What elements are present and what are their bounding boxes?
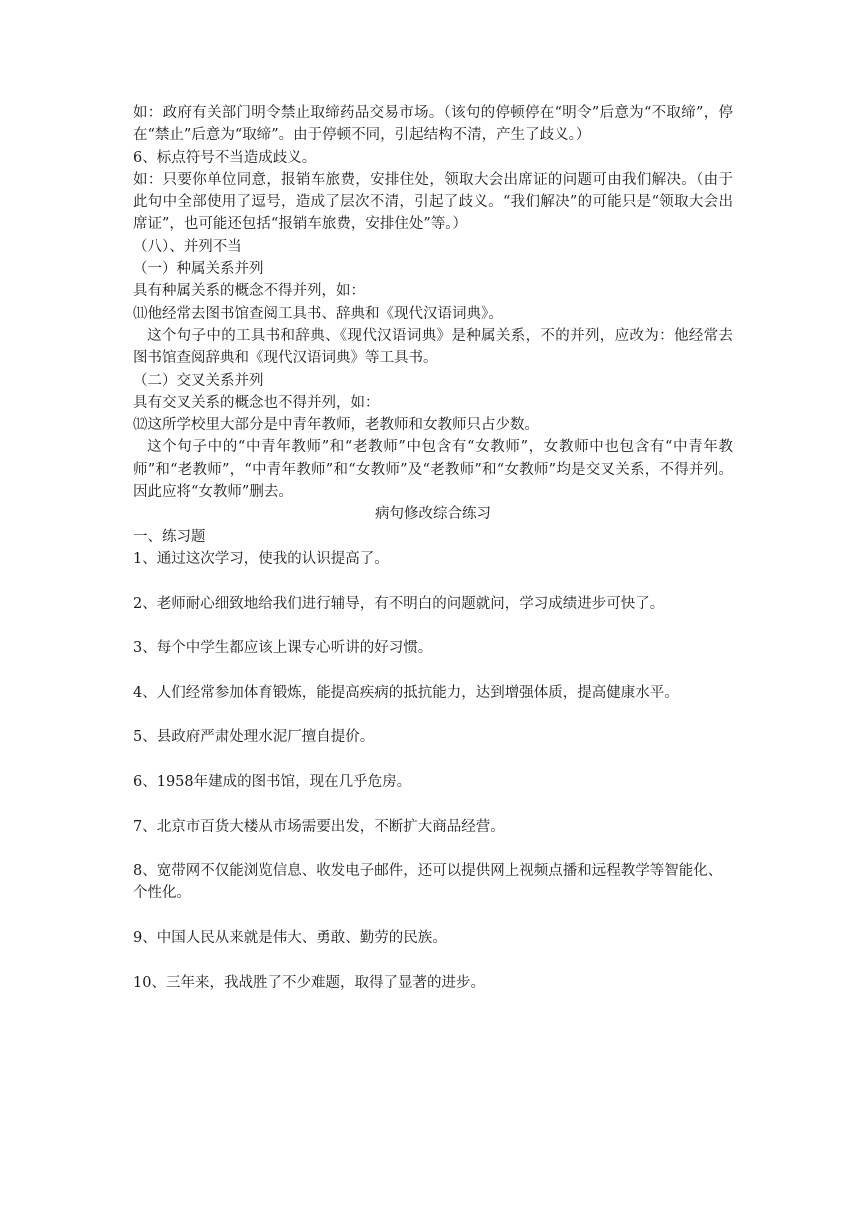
blank-line — [133, 793, 733, 815]
question-3: 3、每个中学生都应该上课专心听讲的好习惯。 — [133, 640, 433, 657]
blank-line — [133, 659, 733, 681]
question-6: 6、1958年建成的图书馆，现在几乎危房。 — [133, 773, 412, 790]
subheading-cross-relation: （二）交叉关系并列 — [133, 372, 264, 389]
example-11: ⑾他经常去图书馆查阅工具书、辞典和《现代汉语词典》。 — [133, 305, 503, 322]
question-2: 2、老师耐心细致地给我们进行辅导，有不明白的问题就问，学习成绩进步可快了。 — [133, 595, 665, 612]
exercise-title: 病句修改综合练习 — [375, 506, 491, 523]
question-5: 5、县政府严肃处理水泥厂擅自提价。 — [133, 729, 375, 746]
paragraph-cross-explanation: 这个句子中的“中青年教师”和“老教师”中包含有“女教师”，女教师中也包含有“中青年教师”和“老教师”，“中青年教师”和“女教师”及“老教师”和“女教师”均是交叉关系，不得并列。因此应将“女教师”删去。 — [133, 439, 733, 501]
paragraph-cross-rule: 具有交叉关系的概念也不得并列，如： — [133, 394, 380, 411]
blank-line — [133, 615, 733, 637]
example-12: ⑿这所学校里大部分是中青年教师，老教师和女教师只占少数。 — [133, 417, 539, 434]
paragraph-punctuation-example: 如：只要你单位同意，报销车旅费，安排住处，领取大会出席证的问题可由我们解决。（由于此句中全部使用了逗号，造成了层次不清，引起了歧义。“我们解决”的可能只是“领取大会出席证”，也可能还包括“报销车旅费，安排住处”等。） — [133, 171, 733, 233]
question-4: 4、人们经常参加体育锻炼，能提高疾病的抵抗能力，达到增强体质，提高健康水平。 — [133, 684, 679, 701]
question-1: 1、通过这次学习，使我的认识提高了。 — [133, 550, 389, 567]
paragraph-example-ambiguity: 如：政府有关部门明令禁止取缔药品交易市场。（该句的停顿停在“明令”后意为“不取缔”，停在“禁止”后意为“取缔”。由于停顿不同，引起结构不清，产生了歧义。） — [133, 105, 733, 144]
blank-line — [133, 838, 733, 860]
subheading-genus-species: （一）种属关系并列 — [133, 261, 264, 278]
document-body — [133, 102, 733, 994]
section-heading-parallel: （八）、并列不当 — [133, 238, 242, 255]
blank-line — [133, 749, 733, 771]
question-7: 7、北京市百货大楼从市场需要出发，不断扩大商品经营。 — [133, 818, 505, 835]
paragraph-genus-rule: 具有种属关系的概念不得并列，如： — [133, 283, 365, 300]
paragraph-genus-explanation: 这个句子中的工具书和辞典、《现代汉语词典》是种属关系，不的并列，应改为：他经常去图书馆查阅辞典和《现代汉语词典》等工具书。 — [133, 327, 733, 367]
question-8: 8、宽带网不仅能浏览信息、收发电子邮件，还可以提供网上视频点播和远程教学等智能化、个性化。 — [133, 863, 723, 902]
blank-line — [133, 905, 733, 927]
exercise-heading: 一、练习题 — [133, 528, 206, 545]
blank-line — [133, 704, 733, 726]
blank-line — [133, 949, 733, 971]
question-10: 10、三年来，我战胜了不少难题，取得了显著的进步。 — [133, 974, 485, 991]
question-9: 9、中国人民从来就是伟大、勇敢、勤劳的民族。 — [133, 929, 447, 946]
blank-line — [133, 570, 733, 592]
paragraph-punctuation-heading: 6、标点符号不当造成歧义。 — [133, 149, 317, 166]
